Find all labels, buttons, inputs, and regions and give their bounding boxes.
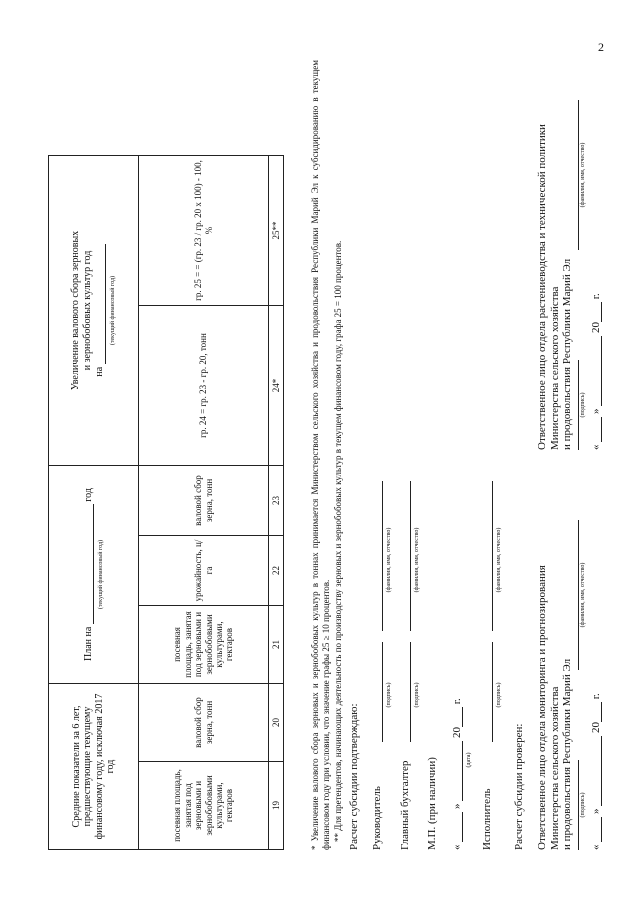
checked-right-line3: и продовольствия Республики Марий Эл <box>561 258 574 450</box>
col-num: 24* <box>269 306 284 466</box>
left-name-caption: (фамилия, имя, отчество) <box>580 562 586 628</box>
right-date-close: » <box>590 408 602 414</box>
executor-name-line <box>480 481 493 631</box>
incr-suffix: год <box>81 250 93 265</box>
col-plan-gross: валовой сбор зерна, тонн <box>139 466 269 536</box>
right-date-year: 20 <box>590 322 602 333</box>
executor-name-caption: (фамилия, имя, отчество) <box>496 527 502 593</box>
checked-right-line1: Ответственное лицо отдела растениеводства и технической политики <box>536 124 548 450</box>
right-date-suffix: г. <box>590 293 602 300</box>
plan-suffix: год <box>82 488 94 502</box>
left-date-month-line <box>589 736 602 806</box>
right-name-line <box>566 100 579 250</box>
accountant-name-caption: (фамилия, имя, отчество) <box>414 527 420 593</box>
left-date-year: 20 <box>590 722 602 733</box>
checked-signature-lines <box>566 50 578 850</box>
checked-right-line2: Министерства сельского хозяйства <box>548 286 561 450</box>
right-date <box>589 293 602 450</box>
header-increase <box>49 156 139 466</box>
head-signature-line <box>370 642 383 742</box>
footnote-1: * Увеличение валового сбора зерновых и зернобобовых культур в тоннах принимается Министерством сельского хозяйства и продовольствия Республики Марий Эл к субсидированию в текущем финансовом году при условии, что значение графы 25 ≥ 10 процентов. <box>310 60 332 850</box>
left-date-year-line <box>589 702 602 722</box>
subsidy-table <box>48 155 284 850</box>
head-name-caption: (фамилия, имя, отчество) <box>386 527 392 593</box>
footnote-2: ** Для претендентов, начинающих деятельность по производству зерновых и зернобобовых культур в текущем финансовом году, графа 25 = 100 процентов. <box>332 240 343 842</box>
left-date-suffix: г. <box>590 693 602 700</box>
col-num: 25** <box>269 156 284 306</box>
col-incr-tonnes: гр. 24 = гр. 23 - гр. 20, тонн <box>139 306 269 466</box>
date-quote-open: « <box>451 844 463 850</box>
executor-label: Исполнитель <box>481 788 493 850</box>
incr-line1: Увеличение валового сбора зерновых <box>70 230 81 391</box>
accountant-sign-caption: (подпись) <box>414 682 420 708</box>
checked-left-line1: Ответственное лицо отдела мониторинга и прогнозирования <box>536 565 548 850</box>
head-sign-caption: (подпись) <box>386 682 392 708</box>
right-name-caption: (фамилия, имя, отчество) <box>580 142 586 208</box>
executor-signature-line <box>480 642 493 742</box>
col-gross: валовой сбор зерна, тонн <box>139 684 269 762</box>
plan-prefix: План на <box>82 626 94 661</box>
header-plan <box>49 466 139 684</box>
left-date-day-line <box>589 817 602 842</box>
head-row <box>370 481 383 850</box>
col-num: 22 <box>269 536 284 606</box>
right-date-open: « <box>590 444 602 450</box>
right-sign-caption: (подпись) <box>580 392 586 418</box>
right-date-day-line <box>589 417 602 442</box>
checked-left-line3: и продовольствия Республики Марий Эл <box>561 658 574 850</box>
right-date-year-line <box>589 302 602 322</box>
left-date <box>589 693 602 850</box>
checked-left-line2: Министерства сельского хозяйства <box>548 686 561 850</box>
left-name-line <box>566 520 579 670</box>
left-sign-caption: (подпись) <box>580 792 586 818</box>
col-num: 21 <box>269 606 284 684</box>
col-plan-area: посевная площадь, занятая под зерновыми и зернобобовыми культурами, гектаров <box>139 606 269 684</box>
col-num: 19 <box>269 762 284 850</box>
confirm-date-caption: (дата) <box>466 752 472 768</box>
accountant-signature-line <box>398 642 411 742</box>
date-year-num: 20 <box>451 727 463 738</box>
date-day-line <box>450 812 463 842</box>
col-yield: урожайность, ц/га <box>139 536 269 606</box>
accountant-label: Главный бухгалтер <box>399 760 411 850</box>
left-date-close: » <box>590 808 602 814</box>
confirm-title: Расчет субсидии подтверждаю: <box>348 703 360 850</box>
date-quote-close: » <box>451 803 463 809</box>
head-name-line <box>370 481 383 631</box>
col-incr-percent: гр. 25 = = (гр. 23 / гр. 20 x 100) - 100, % <box>139 156 269 306</box>
incr-year-line <box>93 244 106 364</box>
right-signature-line <box>566 360 579 450</box>
confirm-date-row <box>450 698 463 850</box>
footnotes <box>310 60 344 850</box>
plan-caption: (текущий финансовый год) <box>98 539 104 610</box>
accountant-row <box>398 481 411 850</box>
incr-prefix: на <box>94 366 105 377</box>
col-num: 20 <box>269 684 284 762</box>
rotated-document-body <box>48 50 602 850</box>
col-area: посевная площадь, занятая под зерновыми и зернобобовыми культурами, гектаров <box>139 762 269 850</box>
incr-caption: (текущий финансовый год) <box>109 275 116 346</box>
header-avg-6-years: Средние показатели за 6 лет, предшествующие текущему финансовому году, исключая 2017 год <box>49 684 139 850</box>
head-label: Руководитель <box>371 786 383 850</box>
date-year-suffix: г. <box>451 698 463 705</box>
plan-year-line <box>82 504 95 624</box>
left-signature-line <box>566 760 579 850</box>
checked-title: Расчет субсидии проверен: <box>513 723 525 850</box>
accountant-name-line <box>398 481 411 631</box>
stamp-label: М.П. (при наличии) <box>426 757 438 850</box>
col-num: 23 <box>269 466 284 536</box>
incr-line2: и зернобобовых культур <box>81 266 93 371</box>
date-month-line <box>450 741 463 801</box>
executor-sign-caption: (подпись) <box>496 682 502 708</box>
page-number: 2 <box>598 40 604 54</box>
right-date-month-line <box>589 336 602 406</box>
executor-row <box>480 481 493 850</box>
date-year-line <box>450 707 463 727</box>
left-date-open: « <box>590 844 602 850</box>
